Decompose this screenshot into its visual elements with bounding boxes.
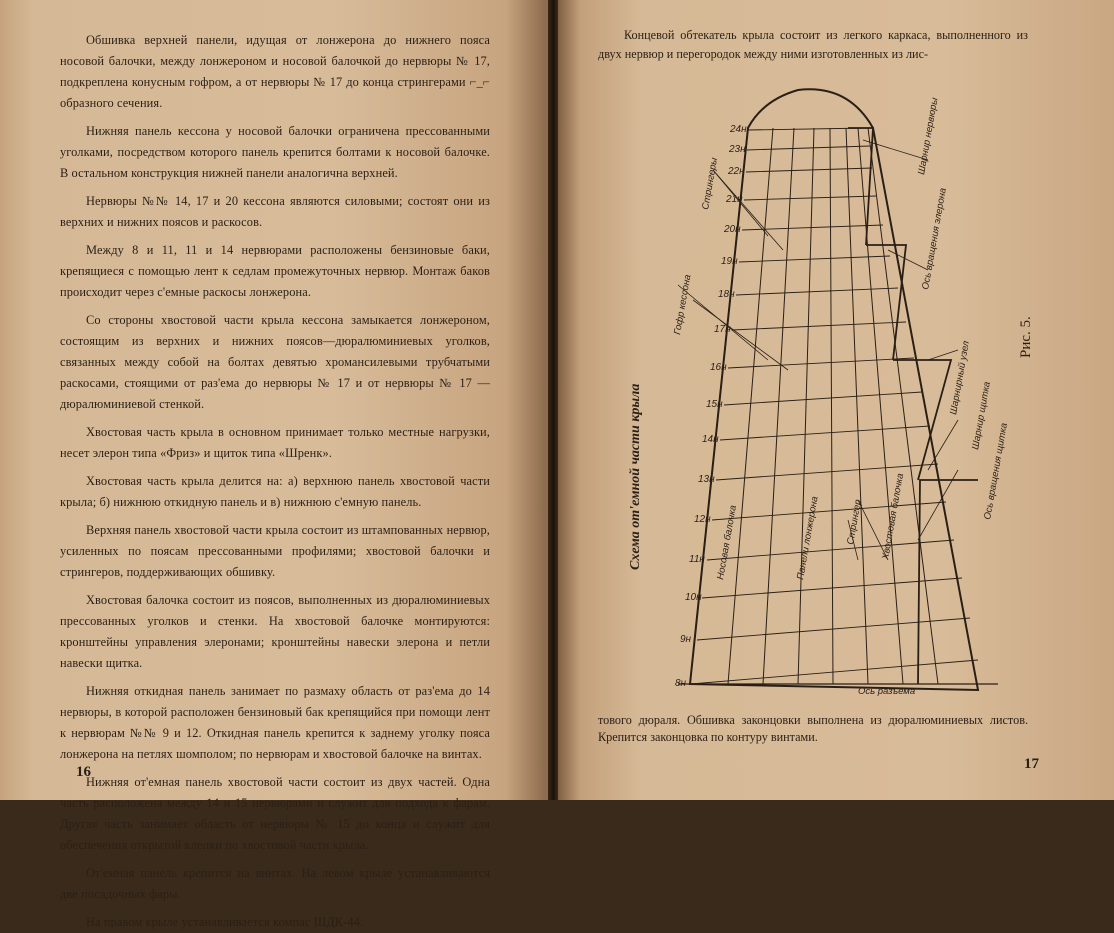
left-paragraph-7: Хвостовая часть крыла делится на: а) верхнюю панель хвостовой части крыла; б) нижнюю откидную панель и в) нижнюю с'емную панель. [60, 474, 490, 509]
right-page-number: 17 [1024, 756, 1039, 772]
left-paragraph-1: Обшивка верхней панели, идущая от лонжерона до нижнего пояса носовой балочки, между лонжероном и носовой балочкой до нервюры № 17, подкреплена конусным гофром, а от нервюры № 17 до конца стрингерами ⌐_⌐ образного сечения. [60, 33, 490, 110]
callout-aileron-hinge: Шарнирный узел [948, 340, 972, 416]
rib-label: 16н [710, 362, 727, 373]
rib-label: 22н [728, 166, 745, 177]
rib-label: 21н [726, 194, 743, 205]
rib-label: 12н [694, 514, 711, 525]
left-paragraph-13: На правом крыле устанавливается компас ШДК-44. [86, 915, 364, 929]
callout-tip-hinge: Шарнир нервюры [916, 96, 941, 176]
callout-stringers: Стрингеры [700, 156, 721, 211]
wing-outline [690, 89, 978, 690]
right-page [558, 0, 1114, 800]
left-page-number: 16 [76, 764, 91, 780]
left-paragraph-10: Нижняя откидная панель занимает по размаху область от раз'ема до 14 нервюры, в которой расположен бензиновый бак крепящийся при помощи лент к нервюрам №№ 9 и 12. Откидная панель крепится к заднему уголку пояса лонжерона на петлях шомполом; по нервюрам и хвостовой балочке на винтах. [60, 684, 490, 761]
rib-label: 23н [729, 144, 746, 155]
rib-label: 8н [675, 678, 687, 689]
rib-label: 15н [706, 399, 723, 410]
rib-label: 20н [724, 224, 741, 235]
left-paragraph-3: Нервюры №№ 14, 17 и 20 кессона являются силовыми; состоят они из верхних и нижних поясов и раскосов. [60, 194, 490, 229]
callout-flap-hinge: Шарнир щитка [970, 380, 993, 451]
rib-label: 18н [718, 289, 735, 300]
left-paragraph-5: Со стороны хвостовой части крыла кессона замыкается лонжероном, состоящим из верхних и нижних поясов—дюралюминиевых уголков, связанных между собой на болтах девятью хромансилевыми трубчатыми раскосами, стоящими от раз'ема до нервюры № 17 и от нервюры № 17 —дюралюминиевой стенкой. [60, 313, 490, 411]
left-page [0, 0, 550, 929]
callout-lower-belt: Панели лонжерона [795, 495, 821, 581]
left-paragraph-9: Хвостовая балочка состоит из поясов, выполненных из дюралюминиевых прессованных уголков и стенки. На хвостовой балочке монтируются: кронштейны управления элеронами; кронштейны навески элерона и петли навески щитка. [60, 593, 490, 670]
callout-tail-beam: Хвостовая балочка [880, 472, 907, 561]
callout-nose-beam: Носовая балочка [715, 504, 740, 581]
left-paragraph-11: Нижняя от'емная панель хвостовой части состоит из двух частей. Одна часть расположена между 14 и 15 нервюрами и служит для подхода к фарам. Другая часть занимает область от нервюры № 15 до конца и служит для обеспечения открытой клепки по хвостовой части крыла. [60, 775, 490, 852]
rib-label: 11н [689, 554, 705, 565]
rib-label: 10н [685, 592, 702, 603]
rib-label: 17н [714, 324, 731, 335]
right-bottom-text: тового дюраля. Обшивка законцовки выполнена из дюралюминиевых листов. Крепится законцовка по контуру винтами. [598, 713, 1028, 744]
rib-label: 24н [730, 124, 747, 135]
left-paragraph-2: Нижняя панель кессона у носовой балочки ограничена прессованными уголками, посредством которого панель крепится болтами к носовой балочке. В остальном конструкция нижней панели аналогична верхней. [60, 124, 490, 180]
figure-label: Рис. 5. [1018, 316, 1034, 358]
callout-corrugation: Гофр кессона [672, 273, 694, 336]
right-top-text: Концевой обтекатель крыла состоит из легкого каркаса, выполненного из двух нервюр и перегородок между ними изготовленных из лис- [598, 28, 1028, 61]
rib-label: 13н [698, 474, 715, 485]
rib-label: 14н [702, 434, 719, 445]
left-paragraph-8: Верхняя панель хвостовой части крыла состоит из штампованных нервюр, усиленных по поясам прессованными профилями; хвостовой балочки и стрингеров, поддерживающих обшивку. [60, 523, 490, 579]
figure-title: Схема от'емной части крыла [628, 383, 643, 570]
callout-aileron-axis: Ось вращения элерона [920, 187, 949, 291]
rib-label: 19н [721, 256, 738, 267]
callout-flap-axis: Ось вращения щитка [982, 422, 1010, 521]
callout-stringer-mid: Стрингер [845, 498, 864, 546]
rib-label: 9н [680, 634, 692, 645]
left-paragraph-12: От'емная панель крепится на винтах. На левом крыле устанавливаются две посадочных фары. [60, 866, 490, 901]
callout-fairing-axis: Ось разъема [858, 686, 916, 697]
left-paragraph-6: Хвостовая часть крыла в основном принимает только местные нагрузки, несет элерон типа «Фриз» и щиток типа «Шренк». [60, 425, 490, 460]
left-paragraph-4: Между 8 и 11, 11 и 14 нервюрами расположены бензиновые баки, крепящиеся с помощью лент к седлам промежуточных нервюр. Монтаж баков происходит через с'емные раскосы лонжерона. [60, 243, 490, 299]
